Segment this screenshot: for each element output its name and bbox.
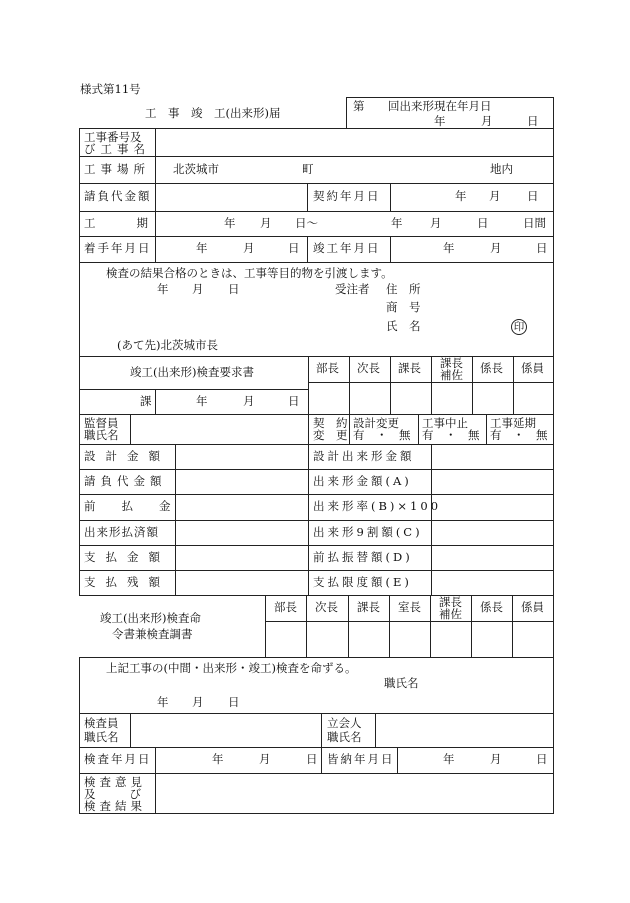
start-day: 日 xyxy=(288,241,300,255)
suspension-yes-no: 有 ・ 無 xyxy=(422,428,480,442)
opinion-label-3: 検査結果 xyxy=(84,799,146,813)
declaration-month: 月 xyxy=(192,282,204,296)
approval2-bucho: 部長 xyxy=(274,600,297,614)
form-number: 様式第11号 xyxy=(80,82,141,96)
payment-amount-label: 支払金額 xyxy=(84,550,170,564)
address-label: 住 所 xyxy=(386,282,421,296)
round-year: 年 xyxy=(434,114,446,128)
site-inner: 地内 xyxy=(490,162,513,176)
order-official-name: 職氏名 xyxy=(384,676,419,690)
approval2-kacho: 課長 xyxy=(357,600,380,614)
request-day: 日 xyxy=(288,394,300,408)
approval1-kacho-hosa: 課長補佐 xyxy=(440,356,463,382)
period-end-year: 年 xyxy=(391,216,403,230)
addressee: (あて先)北茨城市長 xyxy=(117,338,218,352)
payment-limit-label: 支払限度額(E) xyxy=(313,575,412,589)
completion-date-label: 竣工年月日 xyxy=(313,241,381,255)
design-change-label: 設計変更 xyxy=(353,416,399,430)
design-amount-label: 設計金額 xyxy=(84,449,170,463)
order-statement: 上記工事の(中間・出来形・竣工)検査を命ずる。 xyxy=(106,661,357,675)
full-payment-month: 月 xyxy=(490,752,502,766)
notice-title: 工 事 竣 工(出来形)届 xyxy=(145,106,281,120)
progress-90pct-label: 出来形9割額(C) xyxy=(313,525,423,539)
contractor-label: 受注者 xyxy=(335,282,370,296)
inspection-year: 年 xyxy=(212,752,224,766)
declaration-year: 年 xyxy=(157,282,169,296)
witness-label-2: 職氏名 xyxy=(327,730,362,744)
contract-date-label: 契約年月日 xyxy=(313,189,381,203)
design-change-yes-no: 有 ・ 無 xyxy=(353,428,411,442)
design-progress-amount-label: 設計出来形金額 xyxy=(313,449,415,463)
advance-payment-label: 前払金 xyxy=(84,499,197,513)
completion-day: 日 xyxy=(536,241,548,255)
start-month: 月 xyxy=(243,241,255,255)
order-title-2: 令書兼検査調書 xyxy=(112,627,193,641)
construction-number-label-2: び工事名 xyxy=(84,142,150,156)
approval1-kakaricho: 係長 xyxy=(480,361,503,375)
completion-year: 年 xyxy=(443,241,455,255)
extension-yes-no: 有 ・ 無 xyxy=(490,428,548,442)
full-payment-year: 年 xyxy=(443,752,455,766)
extension-label: 工事延期 xyxy=(490,416,536,430)
round-text: 回出来形現在年月日 xyxy=(388,99,492,113)
witness-label-1: 立会人 xyxy=(327,716,362,730)
round-prefix: 第 xyxy=(353,99,365,113)
approval1-kacho: 課長 xyxy=(398,361,421,375)
supervisor-label-2: 職氏名 xyxy=(84,428,119,442)
period-days: 日間 xyxy=(523,216,546,230)
contract-month: 月 xyxy=(489,189,501,203)
approval2-shitsucho: 室長 xyxy=(398,600,421,614)
completion-month: 月 xyxy=(490,241,502,255)
start-year: 年 xyxy=(196,241,208,255)
declaration-day: 日 xyxy=(228,282,240,296)
inspection-date-label: 検査年月日 xyxy=(84,752,152,766)
inspector-label-1: 検査員 xyxy=(84,716,119,730)
approval2-kakariin: 係員 xyxy=(521,600,544,614)
period-start-year: 年 xyxy=(224,216,236,230)
dept-label: 課 xyxy=(140,394,152,408)
suspension-label: 工事中止 xyxy=(422,416,468,430)
order-day: 日 xyxy=(228,695,240,709)
round-month: 月 xyxy=(481,114,493,128)
full-payment-date-label: 皆納年月日 xyxy=(327,752,395,766)
contract-change-2: 変 更 xyxy=(313,428,348,442)
construction-number-label-1: 工事番号及 xyxy=(84,130,142,144)
period-tilde: 日～ xyxy=(295,216,318,230)
approval2-kakaricho: 係長 xyxy=(480,600,503,614)
paid-progress-label: 出来形払済額 xyxy=(84,525,159,539)
request-year: 年 xyxy=(196,394,208,408)
contract-year: 年 xyxy=(455,189,467,203)
approval1-jicho: 次長 xyxy=(357,361,380,375)
progress-rate-label: 出来形率(B)×100 xyxy=(313,499,442,513)
supervisor-label-1: 監督員 xyxy=(84,416,119,430)
full-payment-day: 日 xyxy=(536,752,548,766)
contract-amount-label: 請負代金額 xyxy=(84,189,152,203)
trade-name-label: 商 号 xyxy=(386,300,421,314)
approval1-kakariin: 係員 xyxy=(521,361,544,375)
approval2-jicho: 次長 xyxy=(315,600,338,614)
opinion-label-1: 検査意見 xyxy=(84,775,146,789)
declaration-statement: 検査の結果合格のときは、工事等目的物を引渡します。 xyxy=(106,266,393,280)
request-title: 竣工(出来形)検査要求書 xyxy=(130,365,254,379)
period-label: 工 期 xyxy=(84,216,154,230)
site-label: 工事場所 xyxy=(84,162,150,176)
round-day: 日 xyxy=(527,114,539,128)
inspection-day: 日 xyxy=(306,752,318,766)
seal-mark: 印 xyxy=(511,319,527,335)
contract-change-1: 契 約 xyxy=(313,416,348,430)
approval2-kacho-hosa: 課長補佐 xyxy=(439,595,462,621)
start-date-label: 着手年月日 xyxy=(84,241,152,255)
approval1-bucho: 部長 xyxy=(316,361,339,375)
advance-transfer-label: 前払振替額(D) xyxy=(313,550,413,564)
order-month: 月 xyxy=(192,695,204,709)
period-start-month: 月 xyxy=(260,216,272,230)
site-town: 町 xyxy=(302,162,314,176)
site-city: 北茨城市 xyxy=(173,162,219,176)
name-label: 氏 名 xyxy=(386,319,421,333)
order-title-1: 竣工(出来形)検査命 xyxy=(100,611,201,625)
remaining-payment-label: 支払残額 xyxy=(84,575,170,589)
progress-amount-label: 出来形金額(A) xyxy=(313,474,412,488)
contract-day: 日 xyxy=(527,189,539,203)
period-end-month: 月 xyxy=(430,216,442,230)
contract-price-label: 請負代金額 xyxy=(84,474,167,488)
period-end-day: 日 xyxy=(477,216,489,230)
opinion-label-2: 及び xyxy=(84,787,175,801)
request-month: 月 xyxy=(243,394,255,408)
inspection-month: 月 xyxy=(259,752,271,766)
inspector-label-2: 職氏名 xyxy=(84,730,119,744)
order-year: 年 xyxy=(157,695,169,709)
